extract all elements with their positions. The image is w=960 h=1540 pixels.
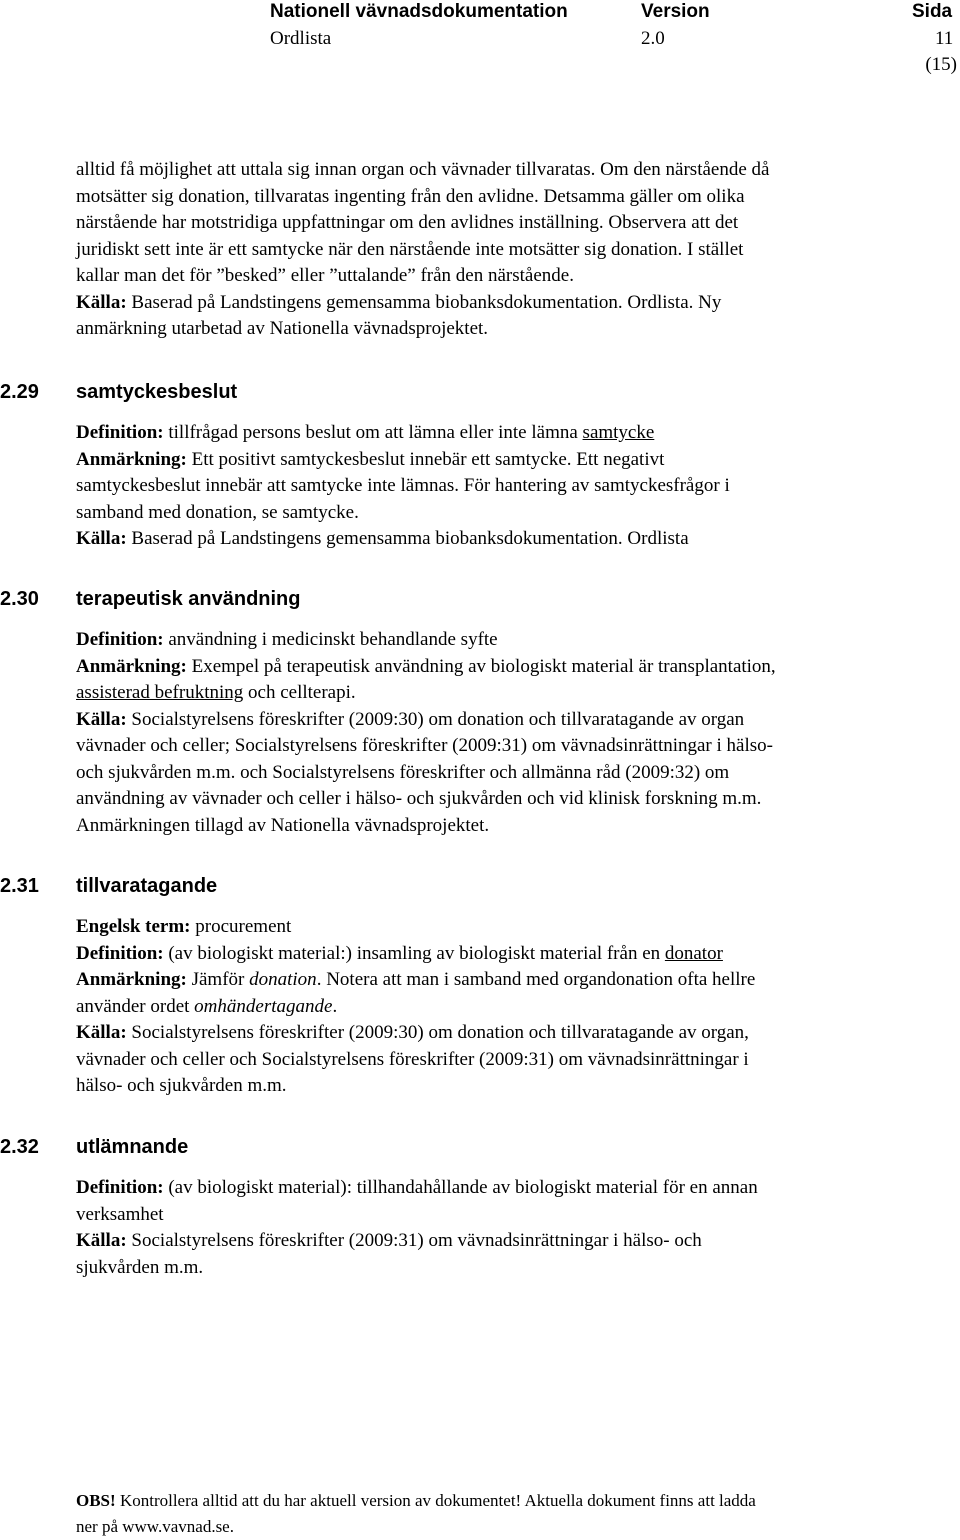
section-number: 2.30 xyxy=(0,588,39,610)
definition-line xyxy=(76,1175,946,1202)
section-number: 2.29 xyxy=(0,381,39,403)
source-text: Socialstyrelsens föreskrifter (2009:31) om vävnadsinrättningar i hälso- och xyxy=(126,1230,702,1251)
note-line xyxy=(76,447,946,474)
source-line: sjukvården m.m. xyxy=(76,1256,204,1278)
definition-line xyxy=(76,627,946,654)
note-text: Ett positivt samtyckesbeslut innebär ett samtycke. Ett negativt xyxy=(186,448,665,470)
source-text: Baserad på Landstingens gemensamma biobanksdokumentation. Ordlista. Ny xyxy=(126,291,722,313)
source-text: Socialstyrelsens föreskrifter (2009:30) om donation och tillvaratagande av organ, xyxy=(126,1022,749,1043)
note-italic: omhändertagande xyxy=(194,995,333,1017)
intro-line: juridiskt sett inte är ett samtycke när den närstående inte motsätter sig donation. I stället xyxy=(76,238,744,260)
source-label: Källa: xyxy=(76,1230,127,1251)
header-document-title: Nationell vävnadsdokumentation xyxy=(270,1,568,22)
source-line: Anmärkningen tillagd av Nationella vävnadsprojektet. xyxy=(76,814,490,836)
footer-obs-label: OBS! xyxy=(76,1491,116,1510)
section-title: terapeutisk användning xyxy=(76,588,301,610)
definition-line xyxy=(76,941,946,968)
note-line xyxy=(76,680,946,707)
definition-label: Definition: xyxy=(76,629,164,650)
note-label: Anmärkning: xyxy=(76,969,187,990)
source-line xyxy=(76,526,946,553)
note-label: Anmärkning: xyxy=(76,448,187,470)
english-term-label: Engelsk term: xyxy=(76,916,191,937)
definition-line: verksamhet xyxy=(76,1203,164,1225)
header-version-value: 2.0 xyxy=(641,28,665,49)
header-document-subtitle: Ordlista xyxy=(270,28,332,49)
definition-label: Definition: xyxy=(76,422,164,443)
footer-text: Kontrollera alltid att du har aktuell version av dokumentet! Aktuella dokument finns att ladda xyxy=(115,1491,756,1510)
note-italic: donation xyxy=(249,969,317,990)
section-title: samtyckesbeslut xyxy=(76,381,238,403)
section-2-31-body xyxy=(76,914,946,1100)
definition-label: Definition: xyxy=(76,1177,164,1198)
page-footer xyxy=(76,1488,936,1540)
definition-text: (av biologiskt material): tillhandahållande av biologiskt material för en annan xyxy=(163,1177,758,1198)
note-line: samband med donation, se samtycke. xyxy=(76,501,359,523)
note-text: Exempel på terapeutisk användning av biologiskt material är transplantation, xyxy=(186,655,776,677)
note-text: Jämför xyxy=(186,969,250,990)
note-text: använder ordet xyxy=(76,995,195,1017)
source-label: Källa: xyxy=(76,1022,127,1043)
page-header xyxy=(0,0,960,80)
definition-text: tillfrågad persons beslut om att lämna eller inte lämna xyxy=(163,422,583,443)
note-line xyxy=(76,654,946,681)
source-line: och sjukvården m.m. och Socialstyrelsens föreskrifter och allmänna råd (2009:32) om xyxy=(76,761,730,783)
english-term-line xyxy=(76,914,946,941)
section-2-30-body xyxy=(76,627,946,839)
definition-line xyxy=(76,420,946,447)
source-label: Källa: xyxy=(76,291,127,313)
definition-label: Definition: xyxy=(76,942,164,964)
intro-line: alltid få möjlighet att uttala sig innan organ och vävnader tillvaratas. Om den närstående då xyxy=(76,159,770,180)
source-label: Källa: xyxy=(76,708,127,730)
english-term-text: procurement xyxy=(190,916,292,937)
definition-text: användning i medicinskt behandlande syfte xyxy=(163,629,498,650)
source-line: vävnader och celler och Socialstyrelsens föreskrifter (2009:31) om vävnadsinrättningar i xyxy=(76,1048,749,1070)
intro-source-cont: anmärkning utarbetad av Nationella vävnadsprojektet. xyxy=(76,318,489,339)
note-text: . Notera att man i samband med organdonation ofta hellre xyxy=(316,969,756,990)
footer-line xyxy=(76,1488,936,1514)
source-line: vävnader och celler; Socialstyrelsens föreskrifter (2009:31) om vävnadsinrättningar i hälso- xyxy=(76,735,773,756)
intro-source xyxy=(76,290,946,317)
source-line xyxy=(76,1020,946,1047)
note-line xyxy=(76,967,946,994)
header-version-label: Version xyxy=(641,1,710,22)
section-title: utlämnande xyxy=(76,1136,189,1158)
source-line xyxy=(76,707,946,734)
section-2-32-body xyxy=(76,1175,946,1281)
section-title: tillvaratagande xyxy=(76,875,218,897)
note-text: . xyxy=(332,995,338,1017)
footer-line: ner på www.vavnad.se. xyxy=(76,1517,234,1536)
section-2-29-body xyxy=(76,420,946,553)
header-page-number: 11 xyxy=(935,28,954,49)
source-line xyxy=(76,1228,946,1255)
note-line xyxy=(76,994,946,1021)
note-label: Anmärkning: xyxy=(76,655,187,677)
source-text: Baserad på Landstingens gemensamma biobanksdokumentation. Ordlista xyxy=(126,528,689,549)
assisterad-befruktning-link[interactable]: assisterad befruktning xyxy=(76,682,244,703)
header-page-label: Sida xyxy=(912,1,953,22)
source-label: Källa: xyxy=(76,528,127,549)
note-line: samtyckesbeslut innebär att samtycke inte lämnas. För hantering av samtyckesfrågor i xyxy=(76,475,730,496)
donator-link[interactable]: donator xyxy=(664,942,723,964)
intro-line: närstående har motstridiga uppfattningar om den avlidnes inställning. Observera att det xyxy=(76,212,739,233)
intro-line: kallar man det för ”besked” eller ”uttalande” från den närstående. xyxy=(76,265,574,286)
intro-line: motsätter sig donation, tillvaratas ingenting från den avlidne. Detsamma gäller om olika xyxy=(76,185,745,207)
source-text: Socialstyrelsens föreskrifter (2009:30) om donation och tillvaratagande av organ xyxy=(126,708,745,730)
source-line: hälso- och sjukvården m.m. xyxy=(76,1075,287,1096)
section-number: 2.32 xyxy=(0,1136,39,1158)
intro-paragraph xyxy=(76,157,946,343)
header-page-total: (15) xyxy=(925,54,957,75)
source-line: användning av vävnader och celler i hälso- och sjukvården och vid klinisk forskning m.m. xyxy=(76,788,762,809)
definition-text: (av biologiskt material:) insamling av biologiskt material från en xyxy=(163,942,665,964)
section-number: 2.31 xyxy=(0,875,39,897)
samtycke-link[interactable]: samtycke xyxy=(582,422,655,443)
note-text: och cellterapi. xyxy=(243,682,356,703)
